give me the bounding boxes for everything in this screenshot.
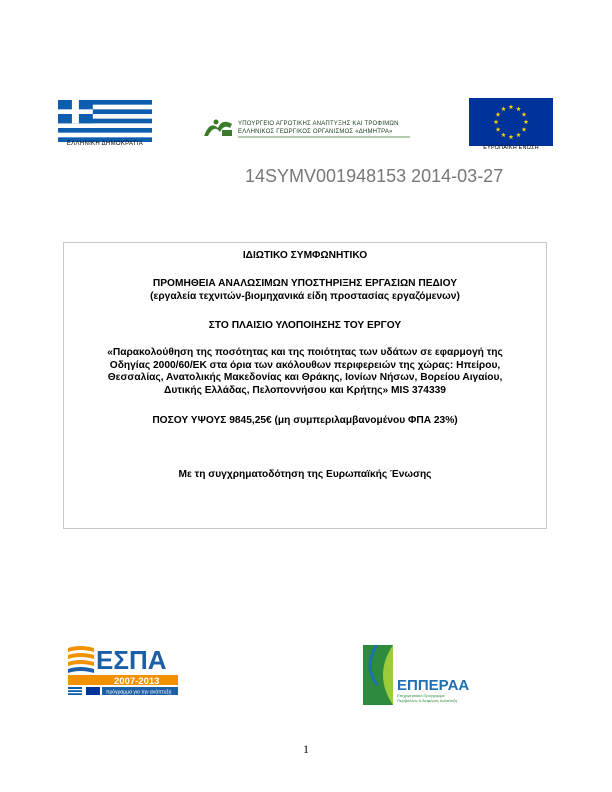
ministry-emblem-icon: [202, 116, 412, 140]
espa-years: 2007-2013: [114, 676, 160, 687]
espa-wordmark: ΕΣΠΑ: [96, 645, 167, 675]
project-line: Δυτικής Ελλάδας, Πελοποννήσου και Κρήτης» MIS 374339: [164, 384, 446, 396]
contract-summary-box: [63, 242, 547, 529]
organization-name: ΕΛΛΗΝΙΚΟΣ ΓΕΩΡΓΙΚΟΣ ΟΡΓΑΝΙΣΜΟΣ «ΔΗΜΗΤΡΑ»: [238, 129, 393, 135]
ministry-name: ΥΠΟΥΡΓΕΙΟ ΑΓΡΟΤΙΚΗΣ ΑΝΑΠΤΥΞΗΣ ΚΑΙ ΤΡΟΦΙΜΩΝ: [238, 121, 399, 127]
greek-flag-icon: [58, 100, 152, 142]
contract-title: ΙΔΙΩΤΙΚΟ ΣΥΜΦΩΝΗΤΙΚΟ: [242, 250, 368, 261]
epperaa-logo-icon: [363, 645, 493, 705]
page-number: 1: [303, 742, 309, 756]
project-line: Οδηγίας 2000/60/ΕΚ στα όρια των ακόλουθων περιφερειών της χώρας: Ηπείρου,: [109, 359, 501, 371]
procurement-line: ΠΡΟΜΗΘΕΙΑ ΑΝΑΛΩΣΙΜΩΝ ΥΠΟΣΤΗΡΙΞΗΣ ΕΡΓΑΣΙΩΝ ΠΕΔΙΟΥ: [152, 278, 458, 289]
espa-logo-icon: [66, 644, 180, 696]
procurement-heading: [64, 278, 546, 303]
eu-flag-icon: [469, 98, 553, 146]
project-line: Θεσσαλίας, Ανατολικής Μακεδονίας και Θράκης, Ιονίων Νήσων, Βορείου Αιγαίου,: [107, 372, 503, 383]
contract-amount: ΠΟΣΟΥ ΥΨΟΥΣ 9845,25€ (μη συμπεριλαμβανομένου ΦΠΑ 23%): [152, 415, 458, 426]
epperaa-wordmark: ΕΠΠΕΡΑΑ: [397, 677, 470, 694]
epperaa-subtitle: Επιχειρησιακό Πρόγραμμα: [397, 693, 445, 698]
project-line: «Παρακολούθηση της ποσότητας και της ποιότητας των υδάτων σε εφαρμογή της: [107, 347, 503, 358]
cofunding-statement: Με τη συγχρηματοδότηση της Ευρωπαϊκής Ένωσης: [178, 469, 432, 480]
espa-tagline: πρόγραμμα για την ανάπτυξη: [106, 689, 172, 696]
eu-caption: ΕΥΡΩΠΑΪΚΗ ΕΝΩΣΗ: [483, 145, 539, 151]
greek-republic-caption: ΕΛΛΗΝΙΚΗ ΔΗΜΟΚΡΑΤΙΑ: [66, 141, 144, 147]
project-description: [64, 347, 546, 397]
epperaa-subtitle: Περιβάλλον & Αειφόρος Ανάπτυξη: [397, 698, 458, 703]
framework-heading: ΣΤΟ ΠΛΑΙΣΙΟ ΥΛΟΠΟΙΗΣΗΣ ΤΟΥ ΕΡΓΟΥ: [208, 320, 402, 331]
procurement-subtitle: (εργαλεία τεχνιτών-βιομηχανικά είδη προστασίας εργαζόμενων): [150, 290, 460, 302]
registry-code: 14SYMV001948153 2014-03-27: [245, 166, 504, 186]
